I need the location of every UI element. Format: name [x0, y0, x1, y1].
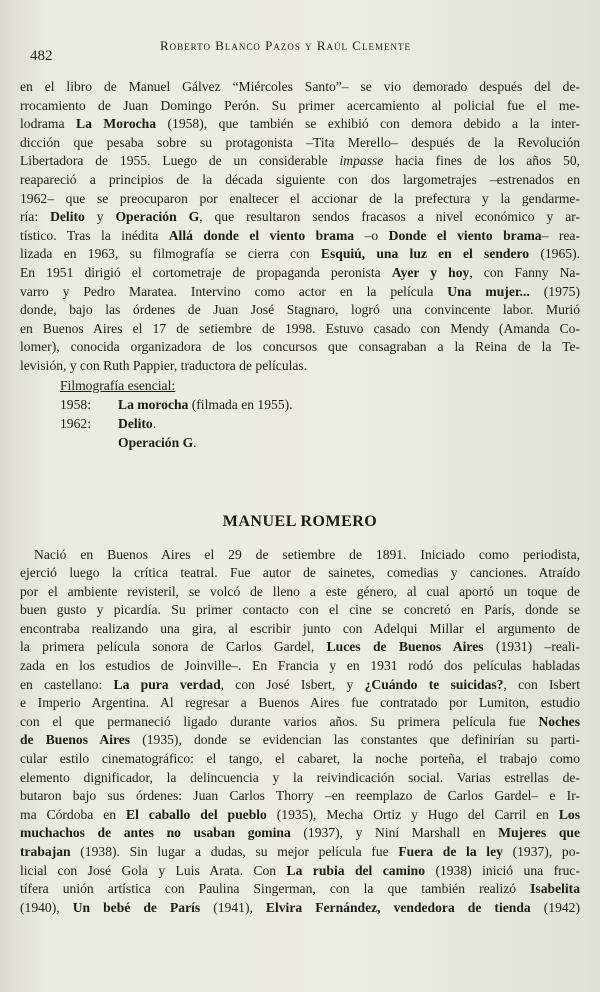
- text-line: [20, 301, 580, 320]
- text-line: [20, 862, 580, 881]
- text-line: [20, 806, 580, 825]
- section-title: MANUEL ROMERO: [222, 512, 378, 530]
- text-run: por el ambiente revisteril, se volcó de lleno a este género, al cual aportó un toque de: [20, 583, 580, 599]
- text-line: [20, 694, 580, 713]
- text-run: tístico. Tras la inédita: [20, 227, 169, 243]
- film-title: Delito: [50, 209, 85, 225]
- text-line: [20, 676, 580, 695]
- running-title: Roberto Blanco Pazos y Raúl Clemente: [160, 38, 411, 53]
- text-run: ma Córdoba en: [20, 806, 127, 822]
- text-line: [20, 338, 580, 357]
- text-run: dicción que pesaba sobre su protagonista –Tita Merello– después de la Revolución: [20, 134, 580, 150]
- text-run: (1965).: [529, 246, 580, 262]
- text-run: en Buenos Aires el 17 de setiembre de 1998. Estuvo casado con Mendy (Amanda Co-: [20, 320, 580, 336]
- text-run: (1931) –reali-: [483, 639, 580, 655]
- text-line: [20, 78, 580, 97]
- text-run: ría:: [20, 209, 51, 225]
- film-title: Ayer y hoy: [391, 264, 470, 280]
- text-run: lodrama: [20, 116, 77, 132]
- text-line: [20, 787, 580, 806]
- filmography-item: [118, 433, 580, 452]
- text-line: [20, 769, 580, 788]
- filmography-list: [20, 395, 580, 452]
- text-run: con el que permaneció ligado durante varios años. Su primera película fue: [20, 713, 539, 729]
- text-line: [20, 564, 580, 583]
- text-line: [20, 320, 580, 339]
- text-line: [20, 190, 580, 209]
- filmography-title: Operación G: [118, 434, 194, 450]
- text-line: [20, 843, 580, 862]
- text-run: , que resultaron sendos fracasos a nivel económico y ar-: [199, 209, 580, 225]
- filmography-item: [60, 395, 580, 414]
- text-line: [20, 620, 580, 639]
- film-title: La pura verdad: [113, 676, 221, 692]
- text-line: [20, 824, 580, 843]
- text-run: (1935), Mecha Ortiz y Hugo del Carril en: [266, 806, 559, 822]
- filmography-note: (filmada en 1955).: [188, 396, 293, 412]
- text-line: [20, 152, 580, 171]
- filmography-title: La morocha: [118, 396, 189, 412]
- film-title: Noches: [538, 713, 580, 729]
- text-run: e Imperio Argentina. Al regresar a Buenos Aires fue contratado por Lumiton, estudio: [20, 695, 580, 711]
- text-line: [20, 115, 580, 134]
- film-title: Mujeres que: [498, 825, 580, 841]
- text-line: [20, 583, 580, 602]
- text-run: (1937), po-: [502, 844, 580, 859]
- text-run: tífera unión artística con Paulina Singerman, con la que también realizó: [20, 881, 531, 897]
- text-line: [20, 546, 580, 565]
- text-line: [20, 880, 580, 899]
- film-title: Isabelita: [530, 881, 580, 897]
- emphasis: impasse: [339, 153, 384, 169]
- filmography-heading: Filmografía esencial:: [60, 377, 176, 393]
- film-title: Un bebé de París: [72, 899, 201, 915]
- text-line: [20, 601, 580, 620]
- text-run: levisión, y con Ruth Pappier, traductora de películas.: [20, 357, 308, 373]
- text-run: (1940),: [20, 899, 73, 915]
- text-run: (1935), donde se evidencian las constantes que definirían su parti-: [130, 732, 580, 748]
- text-run: (1941),: [200, 899, 266, 915]
- text-run: licial con José Gola y Luis Arata. Con: [20, 862, 287, 878]
- text-line: [20, 171, 580, 190]
- film-title: Los: [558, 806, 580, 822]
- text-run: ejerció luego la crítica teatral. Fue autor de sainetes, comedias y canciones. Atraído: [20, 565, 580, 581]
- text-run: butaron bajo sus órdenes: Juan Carlos Thorry –en reemplazo de Carlos Gardel– e Ir-: [20, 788, 580, 804]
- text-run: (1958), que también se exhibió con demora debido a la inter-: [156, 116, 580, 132]
- filmography-year: 1962:: [60, 415, 91, 431]
- filmography-title: Delito: [118, 415, 153, 431]
- filmography-year: 1958:: [60, 396, 91, 412]
- film-title: trabajan: [20, 844, 71, 859]
- film-title: Allá donde el viento brama: [168, 227, 355, 243]
- film-title: Elvira Fernández, vendedora de tienda: [265, 899, 531, 915]
- text-line: [20, 245, 580, 264]
- filmography-note: .: [152, 415, 157, 431]
- page-number: 482: [30, 48, 53, 64]
- text-run: (1938). Sin lugar a dudas, su mejor película fue: [70, 844, 399, 859]
- text-run: rrocamiento de Juan Domingo Perón. Su primer acercamiento al policial fue el me-: [20, 97, 580, 113]
- text-run: la primera película sonora de Carlos Gardel,: [20, 639, 327, 655]
- text-run: zada en los estudios de Joinville–. En Francia y en 1931 rodó dos películas habladas: [20, 658, 580, 674]
- text-run: 1962– que se preocuparon por enaltecer el accionar de la prefectura y la gendarme-: [20, 190, 580, 206]
- film-title: La Morocha: [76, 116, 157, 132]
- text-run: donde, bajo las órdenes de Juan José Stagnaro, logró una convincente labor. Murió: [20, 302, 580, 318]
- text-run: reapareció a principios de la década siguiente con dos largometrajes –estrenados en: [20, 171, 580, 187]
- text-run: lizada en 1963, su filmografía se cierra con: [20, 246, 321, 262]
- text-run: y: [84, 209, 116, 225]
- text-run: (1942): [530, 899, 580, 915]
- body-text: [20, 78, 580, 917]
- film-title: Una mujer...: [447, 283, 530, 299]
- entry-continuation: [20, 78, 580, 376]
- text-run: En 1951 dirigió el cortometraje de propaganda peronista: [20, 264, 392, 280]
- film-title: El caballo del pueblo: [126, 806, 267, 822]
- text-run: Nació en Buenos Aires el 29 de setiembre de 1891. Iniciado como periodista,: [34, 546, 580, 562]
- text-line: [20, 638, 580, 657]
- text-line: [20, 227, 580, 246]
- text-line: [20, 899, 580, 918]
- text-run: (1937), y Niní Marshall en: [290, 825, 499, 841]
- text-line: [20, 208, 580, 227]
- film-title: Luces de Buenos Aires: [326, 639, 484, 655]
- text-run: elemento dignificador, la delincuencia y la reivindicación social. Varias estrellas de-: [20, 769, 580, 785]
- film-title: Donde el viento brama: [388, 227, 542, 243]
- text-run: en castellano:: [20, 676, 114, 692]
- text-line: [20, 97, 580, 116]
- text-line: [20, 750, 580, 769]
- text-line: [20, 357, 580, 376]
- film-title: Operación G: [115, 209, 200, 225]
- text-line: [20, 134, 580, 153]
- film-title: La rubia del camino: [286, 862, 426, 878]
- text-run: (1938) inició una fruc-: [425, 862, 580, 878]
- film-title: Fuera de la ley: [398, 844, 503, 859]
- film-title: muchachos de antes no usaban gomina: [20, 825, 291, 841]
- text-run: en el libro de Manuel Gálvez “Miércoles Santo”– se vio demorado después del de-: [20, 79, 580, 94]
- text-line: [20, 713, 580, 732]
- text-run: encontraba realizando una gira, al escribir junto con Adelqui Millar el argumento de: [20, 620, 580, 636]
- text-run: , con Isbert: [503, 676, 580, 692]
- text-run: (1975): [529, 283, 580, 299]
- text-line: [20, 264, 580, 283]
- film-title: Esquiú, una luz en el sendero: [320, 246, 530, 262]
- text-run: Libertadora de 1955. Luego de un considerable: [20, 153, 340, 169]
- text-run: , con Fanny Na-: [469, 264, 580, 280]
- text-run: cular estilo cinematográfico: el tango, el cabaret, la noche porteña, el trabajo como: [20, 751, 580, 767]
- text-run: lomer), conocida organizadora de los concursos que consagraban a la Reina de la Te-: [20, 339, 580, 355]
- text-run: , con José Isbert, y: [220, 676, 365, 692]
- text-line: [20, 731, 580, 750]
- text-run: buen gusto y picardía. Su primer contacto con el cine se concretó en París, donde se: [20, 602, 580, 618]
- text-run: – rea-: [541, 227, 580, 243]
- text-line: [20, 283, 580, 302]
- section-body: [20, 546, 580, 918]
- text-line: [20, 657, 580, 676]
- film-title: ¿Cuándo te suicidas?: [364, 676, 504, 692]
- text-run: varro y Pedro Maratea. Intervino como actor en la película: [20, 283, 448, 299]
- film-title: de Buenos Aires: [20, 732, 131, 748]
- text-run: hacia fines de los años 50,: [383, 153, 580, 169]
- filmography-item: [60, 414, 580, 433]
- text-run: –o: [354, 227, 389, 243]
- running-head: [0, 36, 600, 64]
- filmography-note: .: [193, 434, 197, 450]
